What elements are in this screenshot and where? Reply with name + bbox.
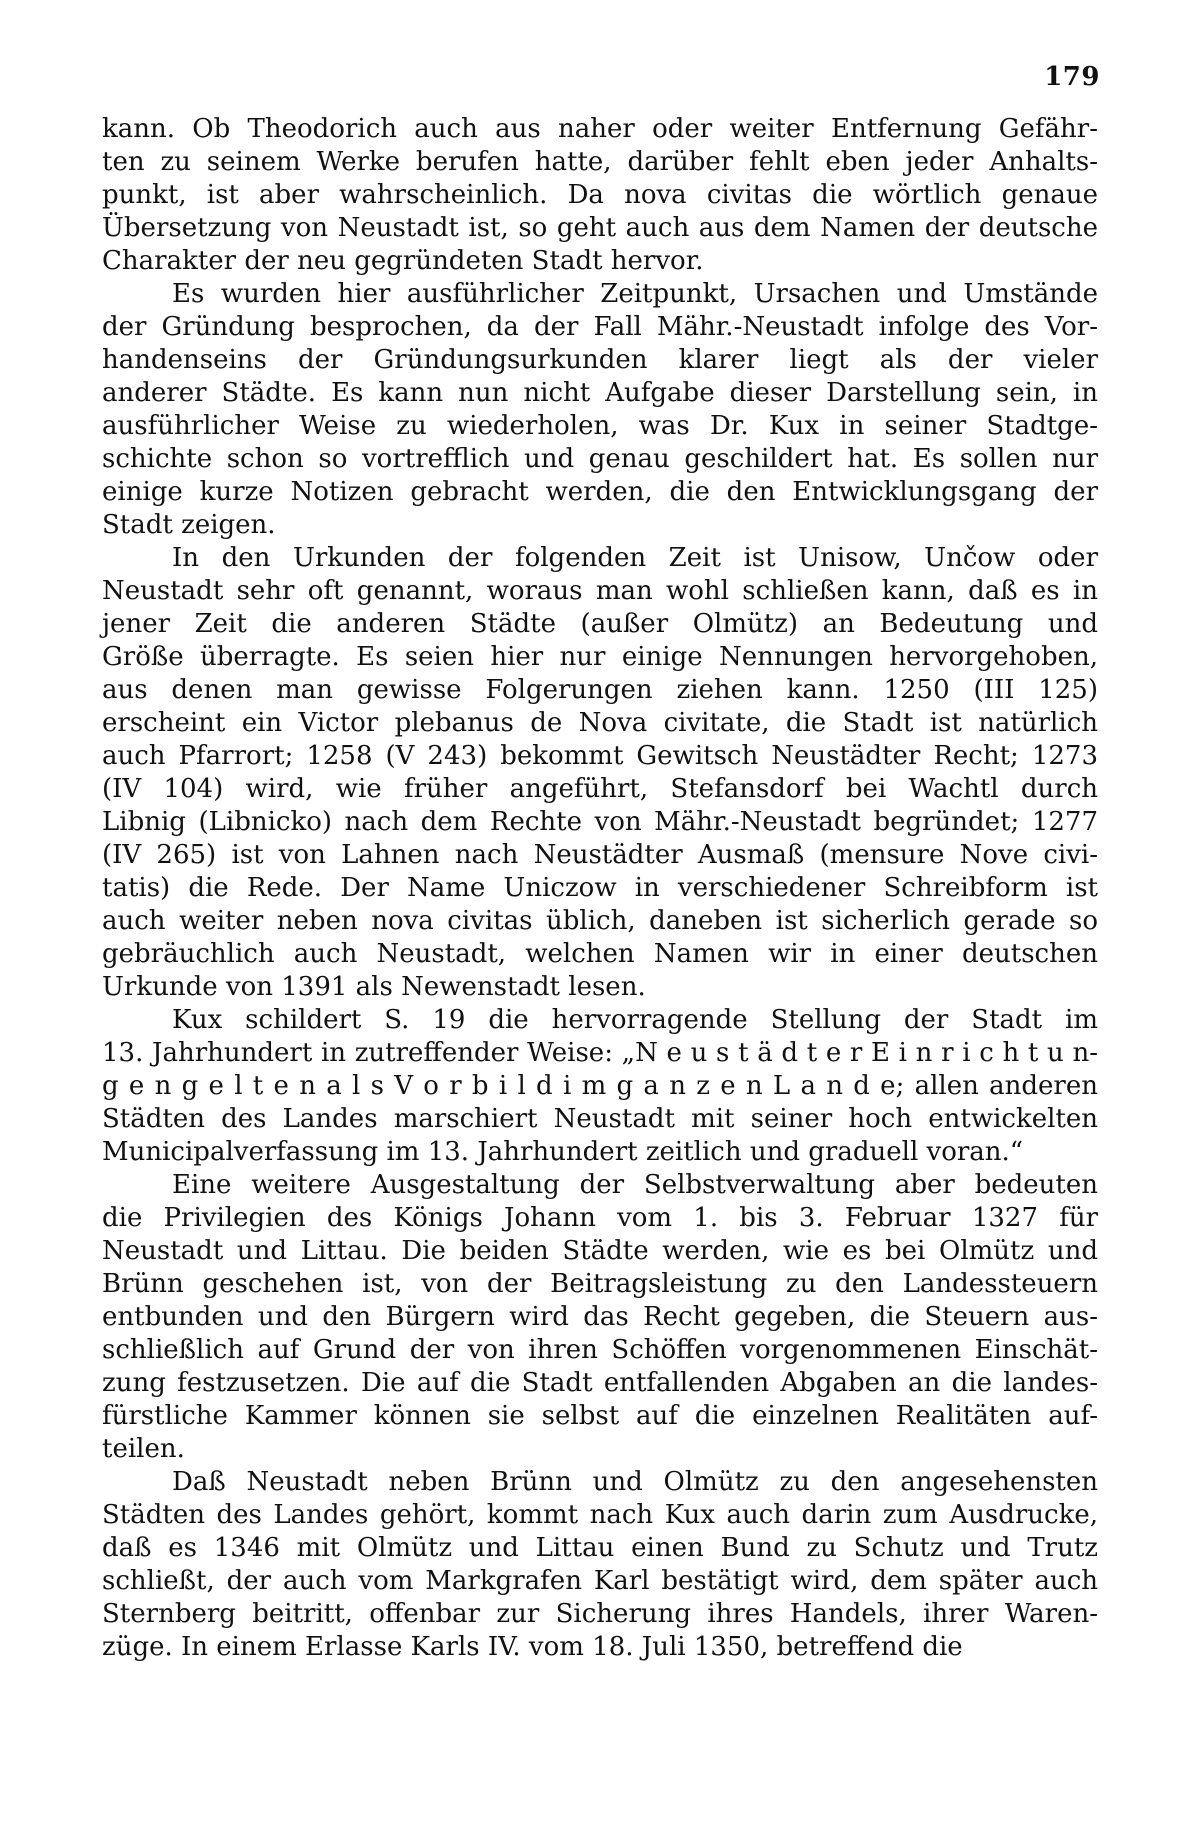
paragraph [102,278,1098,542]
text-line: Neustadt sehr oft genannt, woraus man wohl schließen kann, daß es in [102,576,1098,606]
text-line: Daß Neustadt neben Brünn und Olmütz zu den angesehensten [172,1467,1098,1497]
text-line: auch weiter neben nova civitas üblich, daneben ist sicherlich gerade so [102,906,1098,936]
paragraph [102,1169,1098,1466]
text-line: Libnig (Libnicko) nach dem Rechte von Mähr.-Neustadt begründet; 1277 [102,807,1098,837]
text-line: Neustadt und Littau. Die beiden Städte werden, wie es bei Olmütz und [102,1236,1098,1266]
text-line: daß es 1346 mit Olmütz und Littau einen Bund zu Schutz und Trutz [102,1533,1098,1563]
text-line: auch Pfarrort; 1258 (V 243) bekommt Gewitsch Neustädter Recht; 1273 [102,741,1098,771]
text-line: (IV 265) ist von Lahnen nach Neustädter Ausmaß (mensure Nove civi- [102,840,1098,870]
text-line: Städten des Landes marschiert Neustadt mit seiner hoch entwickelten [102,1104,1098,1134]
text-line: Urkunde von 1391 als Newenstadt lesen. [102,972,646,1002]
text-line: kann. Ob Theodorich auch aus naher oder weiter Entfernung Gefähr- [102,114,1098,144]
text-line: schließlich auf Grund der von ihren Schöffen vorgenommenen Einschät- [102,1335,1098,1365]
text-line: punkt, ist aber wahrscheinlich. Da nova civitas die wörtlich genaue [102,180,1098,210]
text-line: Es wurden hier ausführlicher Zeitpunkt, Ursachen und Umstände [172,279,1098,309]
text-line: jener Zeit die anderen Städte (außer Olmütz) an Bedeutung und [102,609,1098,639]
text-line: entbunden und den Bürgern wird das Recht gegeben, die Steuern aus- [102,1302,1098,1332]
text-line: Municipalverfassung im 13. Jahrhundert zeitlich und graduell voran.“ [102,1137,1024,1167]
text-line: Brünn geschehen ist, von der Beitragsleistung zu den Landessteuern [102,1269,1098,1299]
text-line: Städten des Landes gehört, kommt nach Kux auch darin zum Ausdrucke, [102,1500,1098,1530]
text-line: Stadt zeigen. [102,510,276,540]
text-line: Kux schildert S. 19 die hervorragende Stellung der Stadt im [172,1005,1098,1035]
text-line: Charakter der neu gegründeten Stadt hervor. [102,246,704,276]
text-line: einige kurze Notizen gebracht werden, die den Entwicklungsgang der [102,477,1098,507]
paragraph [102,542,1098,1004]
text-line: der Gründung besprochen, da der Fall Mähr.-Neustadt infolge des Vor- [102,312,1098,342]
text-line: züge. In einem Erlasse Karls IV. vom 18. Juli 1350, betreffend die [102,1632,963,1662]
text-line: schließt, der auch vom Markgrafen Karl bestätigt wird, dem später auch [102,1566,1098,1596]
text-line: teilen. [102,1434,185,1464]
text-line: (IV 104) wird, wie früher angeführt, Stefansdorf bei Wachtl durch [102,774,1098,804]
text-line: ausführlicher Weise zu wiederholen, was Dr. Kux in seiner Stadtge- [102,411,1098,441]
text-line: zung festzusetzen. Die auf die Stadt entfallenden Abgaben an die landes- [102,1368,1098,1398]
text-line: anderer Städte. Es kann nun nicht Aufgabe dieser Darstellung sein, in [102,378,1098,408]
paragraph [102,113,1098,278]
text-line: handenseins der Gründungsurkunden klarer liegt als der vieler [102,345,1098,375]
text-line: die Privilegien des Königs Johann vom 1. bis 3. Februar 1327 für [102,1203,1098,1233]
text-line: 13. Jahrhundert in zutreffender Weise: „N e u s t ä d t e r E i n r i c h t u n- [102,1038,1098,1068]
text-line: g e n g e l t e n a l s V o r b i l d i m g a n z e n L a n d e; allen anderen [102,1071,1098,1101]
paragraph [102,1004,1098,1169]
text-line: Sternberg beitritt, offenbar zur Sicherung ihres Handels, ihrer Waren- [102,1599,1098,1629]
paragraph [102,1466,1098,1664]
text-line: ten zu seinem Werke berufen hatte, darüber fehlt eben jeder Anhalts- [102,147,1098,177]
text-line: aus denen man gewisse Folgerungen ziehen kann. 1250 (III 125) [102,675,1098,705]
text-line: Übersetzung von Neustadt ist, so geht auch aus dem Namen der deutsche [102,213,1098,243]
text-line: Eine weitere Ausgestaltung der Selbstverwaltung aber bedeuten [172,1170,1098,1200]
body-text [102,113,1098,1664]
text-line: erscheint ein Victor plebanus de Nova civitate, die Stadt ist natürlich [102,708,1098,738]
text-line: In den Urkunden der folgenden Zeit ist Unisow, Unčow oder [172,543,1098,573]
text-line: tatis) die Rede. Der Name Uniczow in verschiedener Schreibform ist [102,873,1098,903]
text-line: schichte schon so vortrefflich und genau geschildert hat. Es sollen nur [102,444,1098,474]
page-number: 179 [1044,62,1100,92]
text-line: gebräuchlich auch Neustadt, welchen Namen wir in einer deutschen [102,939,1098,969]
text-line: fürstliche Kammer können sie selbst auf die einzelnen Realitäten auf- [102,1401,1098,1431]
text-line: Größe überragte. Es seien hier nur einige Nennungen hervorgehoben, [102,642,1098,672]
